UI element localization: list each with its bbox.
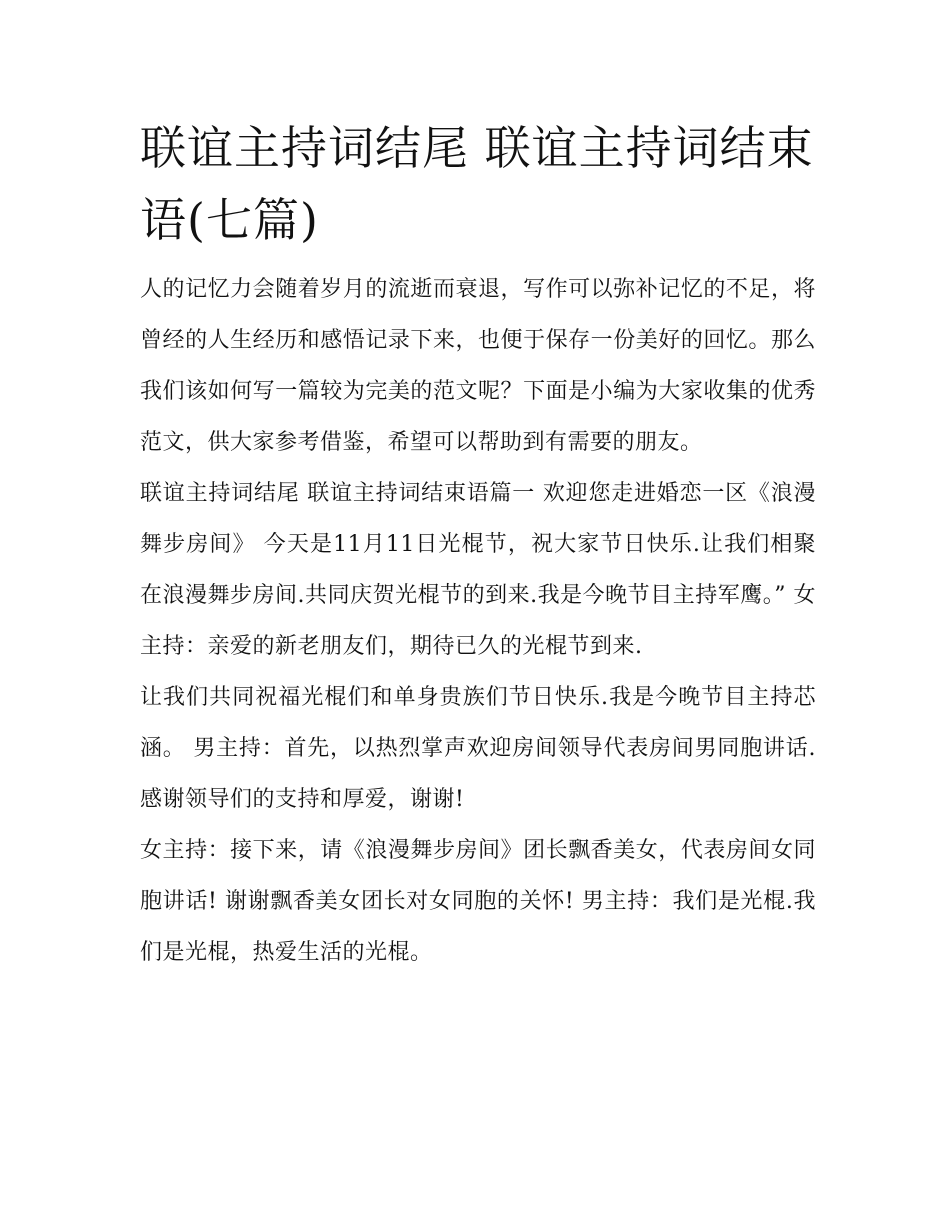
paragraph-intro: 人的记忆力会随着岁月的流逝而衰退，写作可以弥补记忆的不足，将曾经的人生经历和感悟记录下来，也便于保存一份美好的回忆。那么我们该如何写一篇较为完美的范文呢？下面是小编为大家收集的优秀范文，供大家参考借鉴，希望可以帮助到有需要的朋友。 (140, 277, 816, 455)
document-title: 联谊主持词结尾 联谊主持词结束语(七篇) (140, 121, 814, 247)
paragraph-welcome: 让我们共同祝福光棍们和单身贵族们节日快乐.我是今晚节目主持芯涵。 男主持：首先，以热烈掌声欢迎房间领导代表房间男同胞讲话.感谢领导们的支持和厚爱，谢谢! (140, 685, 816, 812)
document-page (140, 112, 816, 978)
paragraph-closing: 女主持：接下来，请《浪漫舞步房间》团长飘香美女，代表房间女同胞讲话! 谢谢飘香美女团长对女同胞的关怀! 男主持：我们是光棍.我们是光棍，热爱生活的光棍。 (140, 838, 816, 965)
paragraph-opening: 联谊主持词结尾 联谊主持词结束语篇一 欢迎您走进婚恋一区《浪漫舞步房间》 今天是11月11日光棍节，祝大家节日快乐.让我们相聚在浪漫舞步房间.共同庆贺光棍节的到来.我是今晚节目主持军鹰。” 女主持：亲爱的新老朋友们，期待已久的光棍节到来. (140, 481, 816, 659)
